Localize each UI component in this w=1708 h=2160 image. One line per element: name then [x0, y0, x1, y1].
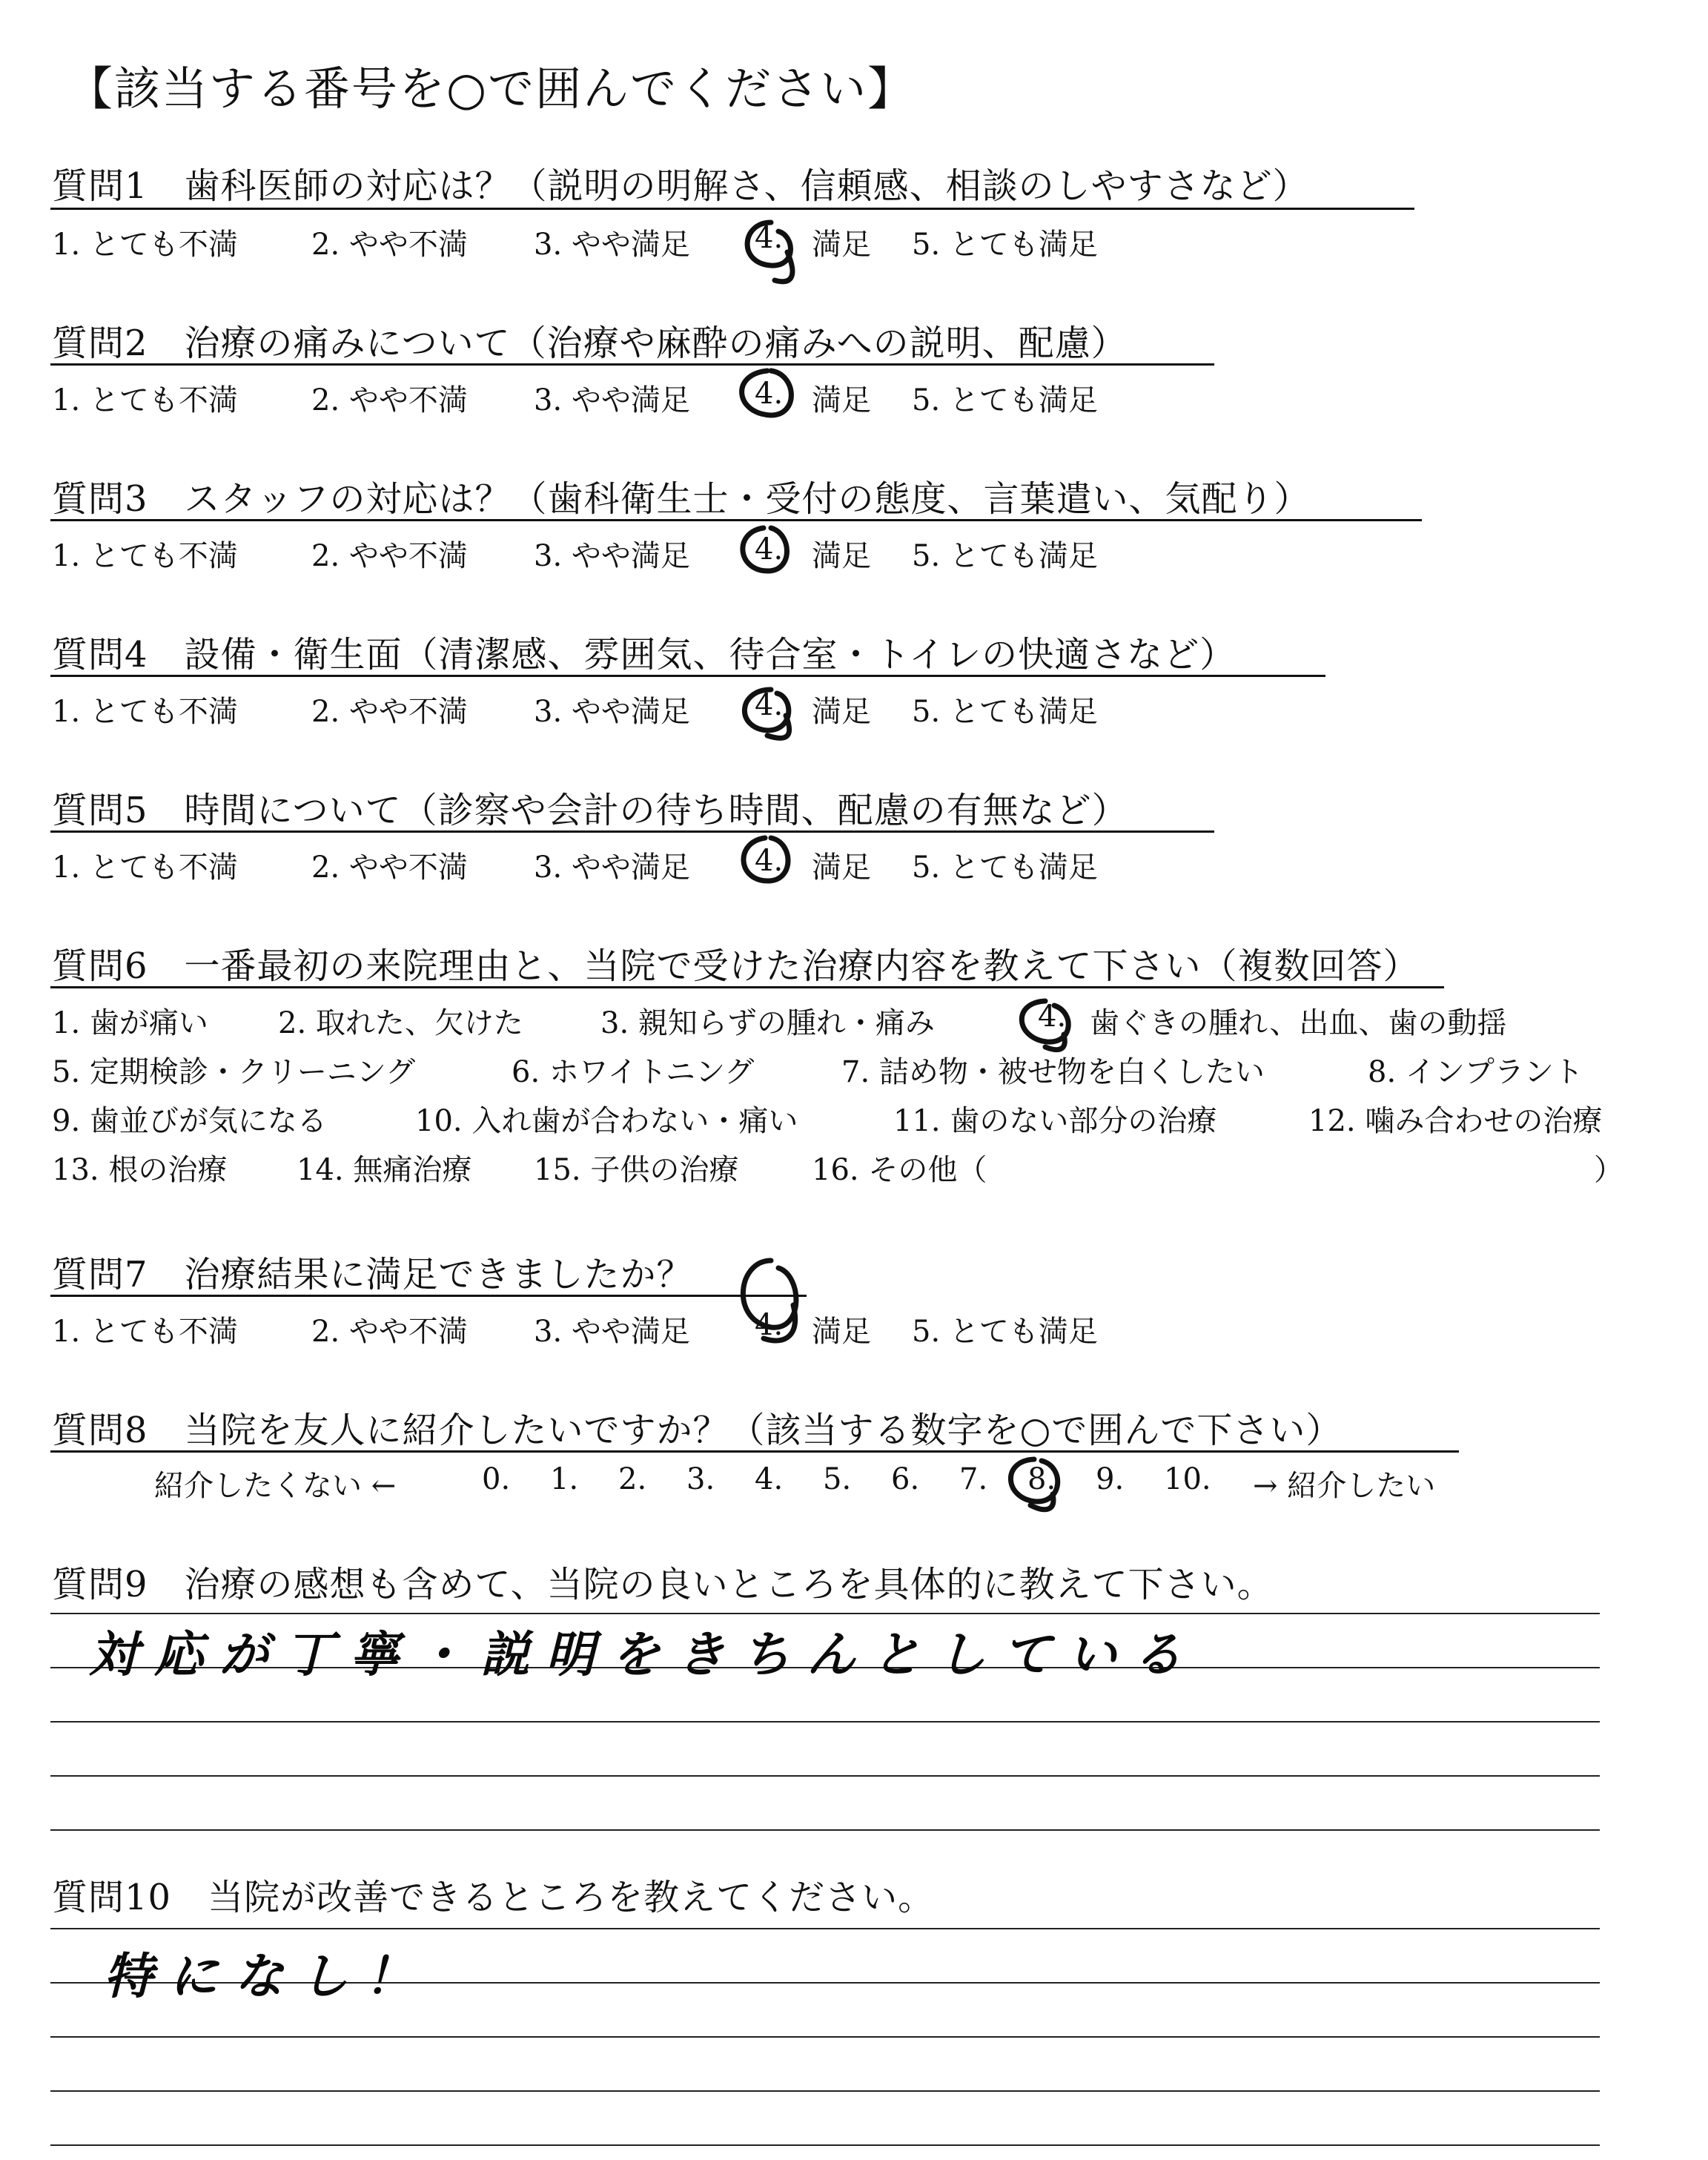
- option-2[interactable]: 2. やや不満: [311, 851, 468, 885]
- writing-line: [50, 1928, 1600, 1929]
- reason-8[interactable]: 8. インプラント: [1368, 1055, 1583, 1089]
- score-5[interactable]: 5.: [823, 1462, 852, 1496]
- reason-12[interactable]: 12. 噛み合わせの治療: [1308, 1104, 1603, 1138]
- option-3[interactable]: 3. やや満足: [534, 228, 690, 262]
- reason-16[interactable]: 16. その他（: [812, 1153, 987, 1187]
- option-1[interactable]: 1. とても不満: [52, 1315, 238, 1349]
- option-4-number[interactable]: 4.: [755, 844, 784, 878]
- question-10-title: 質問10 当院が改善できるところを教えてください。: [52, 1877, 935, 1918]
- question-1-title: 質問1 歯科医師の対応は？（説明の明解さ、信頼感、相談のしやすさなど）: [52, 165, 1309, 207]
- question-6-title: 質問6 一番最初の来院理由と、当院で受けた治療内容を教えて下さい（複数回答）: [52, 945, 1420, 987]
- option-5[interactable]: 5. とても満足: [912, 851, 1098, 885]
- question-7-underline: [50, 1295, 807, 1297]
- handwritten-answer-9: 対応が丁寧・説明をきちんとしている: [89, 1626, 1198, 1683]
- option-3[interactable]: 3. やや満足: [534, 851, 690, 885]
- option-1[interactable]: 1. とても不満: [52, 539, 238, 573]
- reason-4-label[interactable]: 歯ぐきの腫れ、出血、歯の動揺: [1090, 1006, 1507, 1040]
- reason-5[interactable]: 5. 定期検診・クリーニング: [52, 1055, 416, 1089]
- question-3-title: 質問3 スタッフの対応は？（歯科衛生士・受付の態度、言葉遣い、気配り）: [52, 478, 1311, 520]
- reason-3[interactable]: 3. 親知らずの腫れ・痛み: [600, 1006, 935, 1040]
- question-4-underline: [50, 675, 1325, 677]
- option-1[interactable]: 1. とても不満: [52, 228, 238, 262]
- option-5[interactable]: 5. とても満足: [912, 695, 1098, 729]
- option-1[interactable]: 1. とても不満: [52, 383, 238, 417]
- option-4-number[interactable]: 4.: [755, 1308, 784, 1342]
- writing-line: [50, 1775, 1600, 1777]
- question-9-title: 質問9 治療の感想も含めて、当院の良いところを具体的に教えて下さい。: [52, 1564, 1274, 1605]
- option-4-label[interactable]: 満足: [812, 851, 871, 885]
- option-4-label[interactable]: 満足: [812, 695, 871, 729]
- question-4-title: 質問4 設備・衛生面（清潔感、雰囲気、待合室・トイレの快適さなど）: [52, 634, 1237, 676]
- option-1[interactable]: 1. とても不満: [52, 851, 238, 885]
- option-3[interactable]: 3. やや満足: [534, 1315, 690, 1349]
- option-4-label[interactable]: 満足: [812, 383, 871, 417]
- option-4-number[interactable]: 4.: [755, 688, 784, 722]
- option-4-label[interactable]: 満足: [812, 1315, 871, 1349]
- option-4-label[interactable]: 満足: [812, 228, 871, 262]
- reason-9[interactable]: 9. 歯並びが気になる: [52, 1104, 327, 1138]
- writing-line: [50, 2036, 1600, 2038]
- option-2[interactable]: 2. やや不満: [311, 695, 468, 729]
- reason-14[interactable]: 14. 無痛治療: [297, 1153, 472, 1187]
- question-8-underline: [50, 1450, 1459, 1453]
- question-7-title: 質問7 治療結果に満足できましたか？: [52, 1254, 693, 1295]
- reason-15[interactable]: 15. 子供の治療: [534, 1153, 739, 1187]
- reason-10[interactable]: 10. 入れ歯が合わない・痛い: [415, 1104, 798, 1138]
- score-1[interactable]: 1.: [550, 1462, 579, 1496]
- option-3[interactable]: 3. やや満足: [534, 695, 690, 729]
- scale-left-label: 紹介したくない ←: [154, 1469, 397, 1503]
- reason-2[interactable]: 2. 取れた、欠けた: [278, 1006, 523, 1040]
- reason-11[interactable]: 11. 歯のない部分の治療: [893, 1104, 1217, 1138]
- question-8-title: 質問8 当院を友人に紹介したいですか？（該当する数字を○で囲んで下さい）: [52, 1410, 1343, 1451]
- writing-line: [50, 1721, 1600, 1723]
- option-5[interactable]: 5. とても満足: [912, 539, 1098, 573]
- option-3[interactable]: 3. やや満足: [534, 539, 690, 573]
- score-0[interactable]: 0.: [482, 1462, 511, 1496]
- question-3-underline: [50, 519, 1422, 521]
- option-4-label[interactable]: 満足: [812, 539, 871, 573]
- option-3[interactable]: 3. やや満足: [534, 383, 690, 417]
- reason-4-number[interactable]: 4.: [1038, 1000, 1067, 1034]
- reason-13[interactable]: 13. 根の治療: [52, 1153, 228, 1187]
- question-6-underline: [50, 986, 1444, 988]
- score-8[interactable]: 8.: [1027, 1462, 1056, 1496]
- option-5[interactable]: 5. とても満足: [912, 1315, 1098, 1349]
- option-4-number[interactable]: 4.: [755, 377, 784, 411]
- option-4-number[interactable]: 4.: [755, 532, 784, 567]
- page-title: 【該当する番号を○で囲んでください】: [67, 62, 916, 116]
- reason-6[interactable]: 6. ホワイトニング: [512, 1055, 755, 1089]
- handwritten-answer-10: 特になし！: [104, 1948, 430, 2005]
- option-4-number[interactable]: 4.: [755, 221, 784, 255]
- option-2[interactable]: 2. やや不満: [311, 228, 468, 262]
- question-2-title: 質問2 治療の痛みについて（治療や麻酔の痛みへの説明、配慮）: [52, 323, 1128, 364]
- writing-line: [50, 1829, 1600, 1831]
- option-1[interactable]: 1. とても不満: [52, 695, 238, 729]
- score-3[interactable]: 3.: [686, 1462, 715, 1496]
- writing-line: [50, 2144, 1600, 2146]
- scale-right-label: → 紹介したい: [1253, 1469, 1436, 1503]
- score-7[interactable]: 7.: [959, 1462, 988, 1496]
- reason-16-close-paren: ）: [1594, 1153, 1623, 1187]
- question-2-underline: [50, 363, 1214, 366]
- option-5[interactable]: 5. とても満足: [912, 383, 1098, 417]
- score-10[interactable]: 10.: [1164, 1462, 1211, 1496]
- reason-7[interactable]: 7. 詰め物・被せ物を白くしたい: [841, 1055, 1265, 1089]
- score-6[interactable]: 6.: [891, 1462, 920, 1496]
- option-2[interactable]: 2. やや不満: [311, 383, 468, 417]
- score-2[interactable]: 2.: [618, 1462, 647, 1496]
- question-5-title: 質問5 時間について（診察や会計の待ち時間、配慮の有無など）: [52, 790, 1128, 831]
- option-2[interactable]: 2. やや不満: [311, 1315, 468, 1349]
- option-5[interactable]: 5. とても満足: [912, 228, 1098, 262]
- option-2[interactable]: 2. やや不満: [311, 539, 468, 573]
- score-4[interactable]: 4.: [755, 1462, 784, 1496]
- question-1-underline: [50, 208, 1414, 210]
- reason-1[interactable]: 1. 歯が痛い: [52, 1006, 208, 1040]
- score-9[interactable]: 9.: [1096, 1462, 1125, 1496]
- question-5-underline: [50, 830, 1214, 833]
- writing-line: [50, 1613, 1600, 1614]
- writing-line: [50, 2090, 1600, 2092]
